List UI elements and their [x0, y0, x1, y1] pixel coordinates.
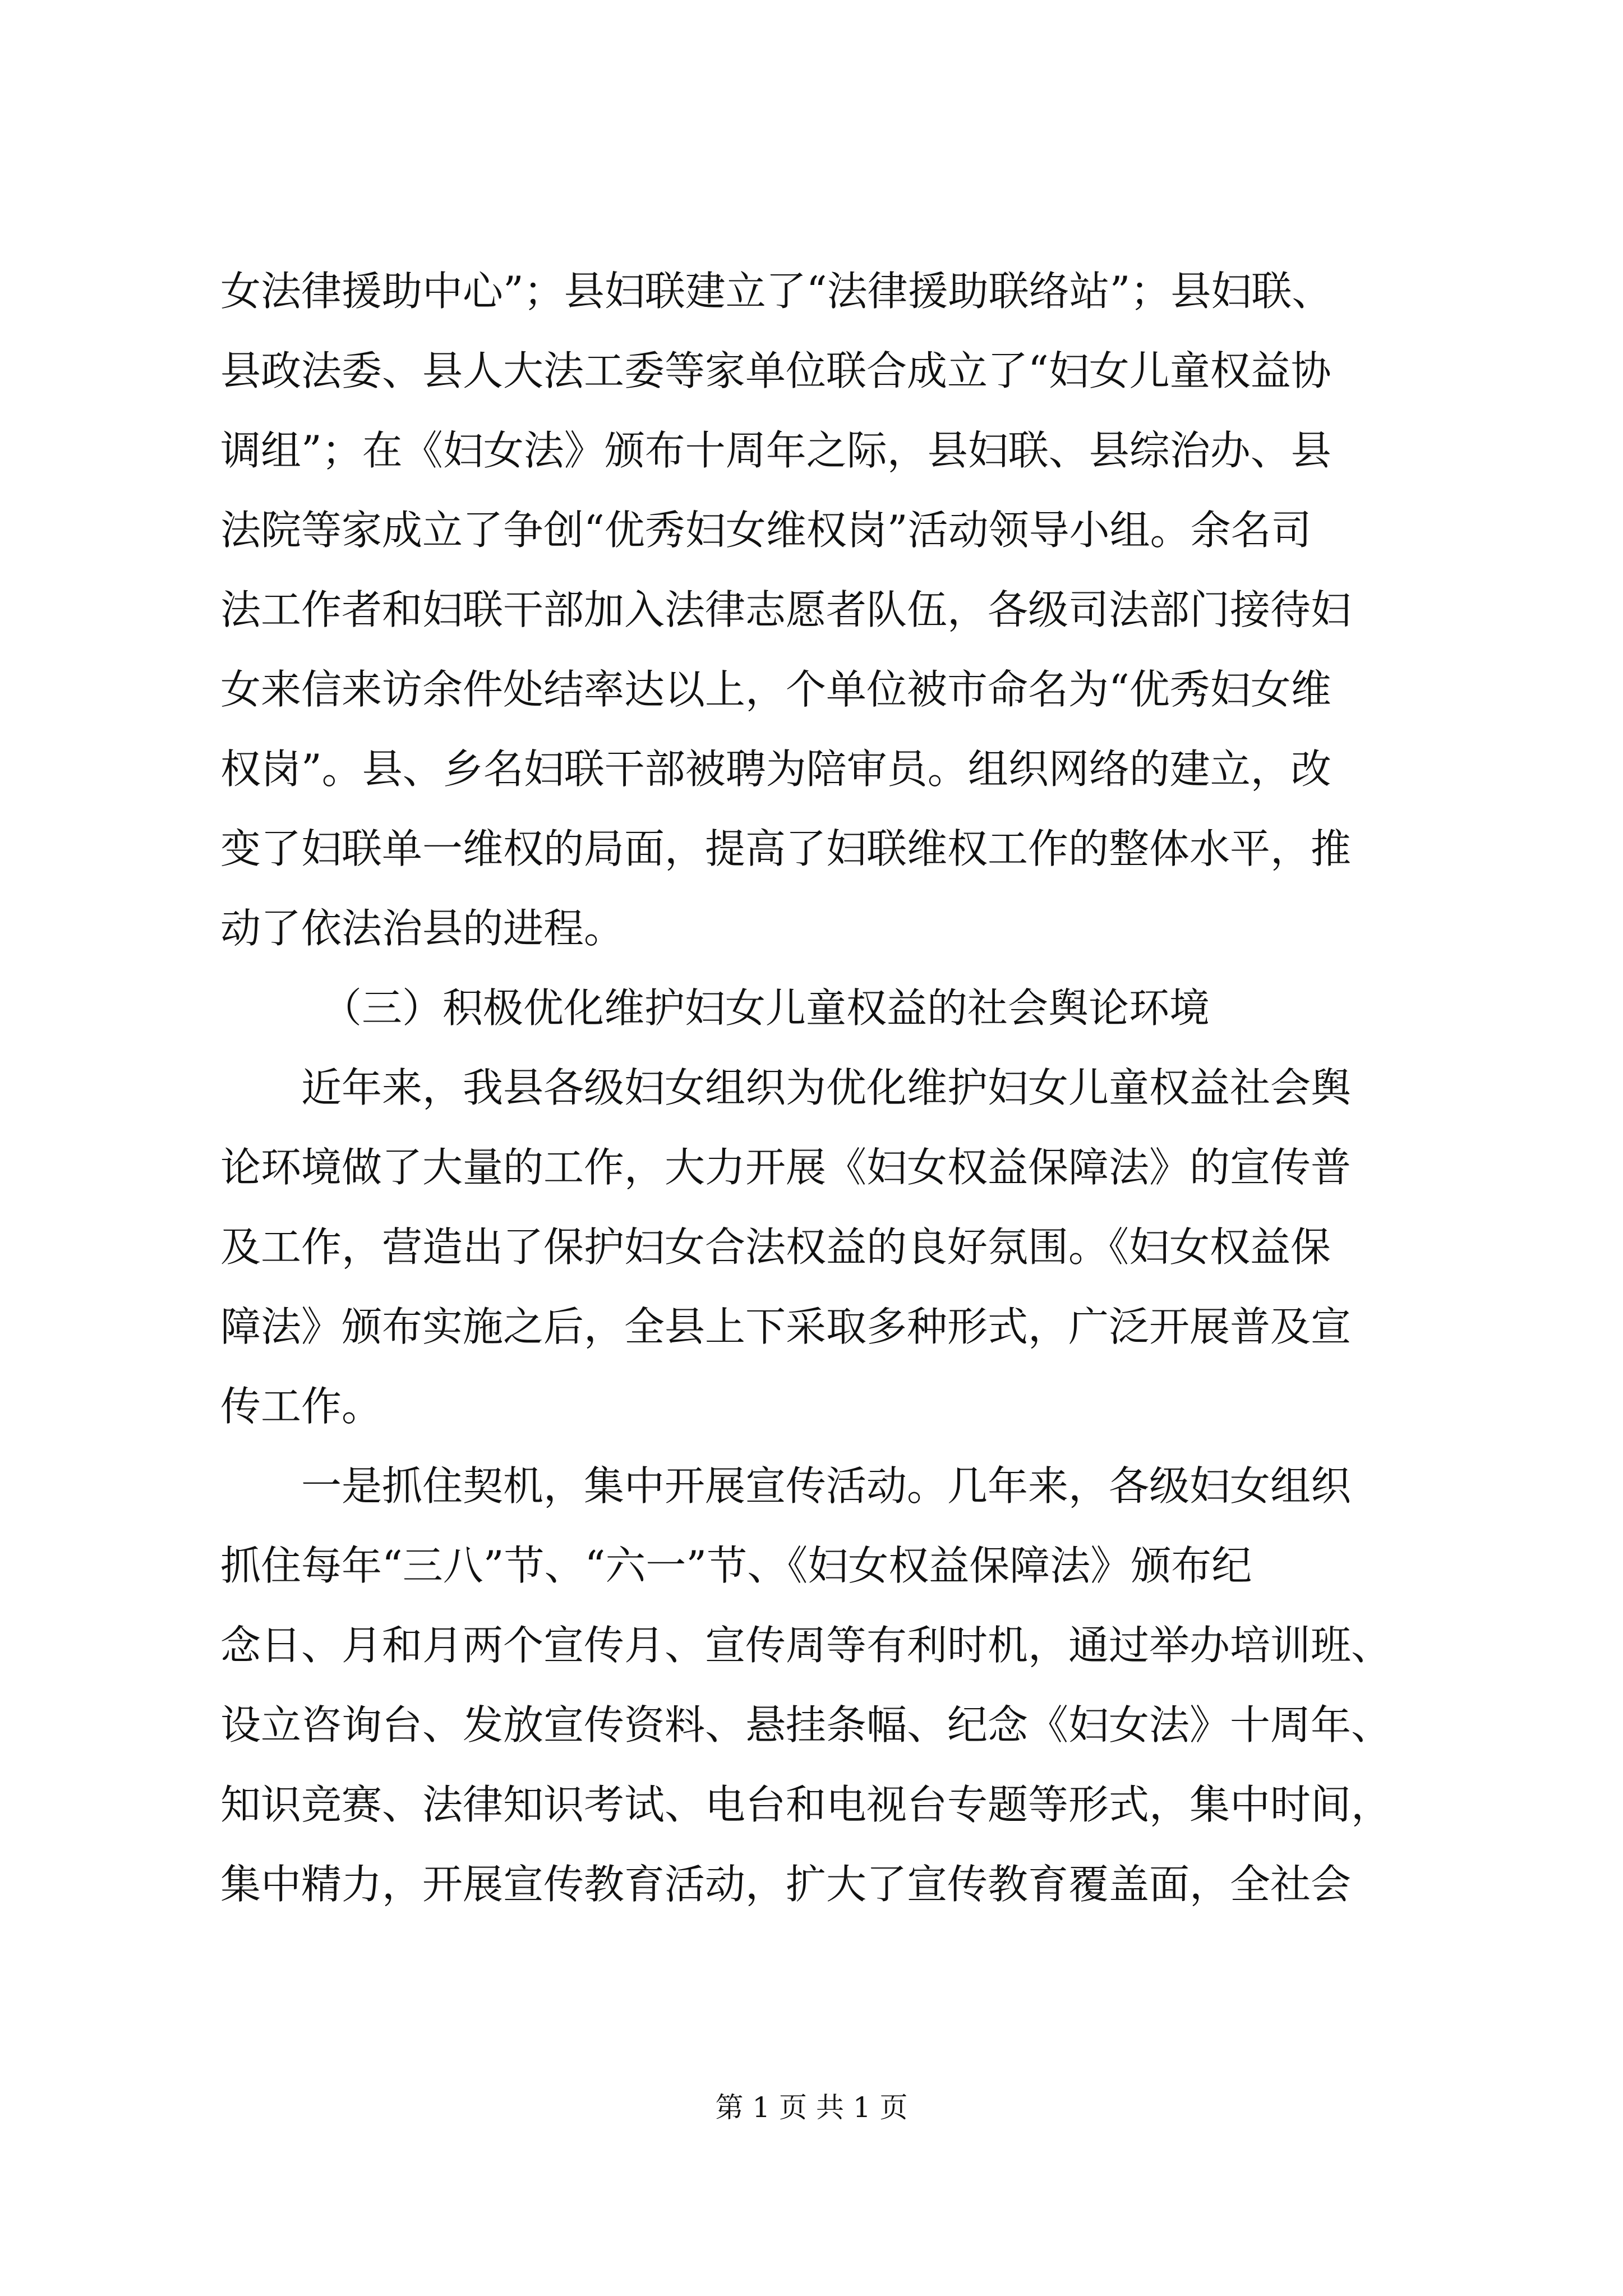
text-line: 动了依法治县的进程。: [220, 905, 625, 952]
paragraph-first-line: 近年来，我县各级妇女组织为优化维护妇女儿童权益社会舆: [301, 1064, 1352, 1111]
text-line: 县政法委、县人大法工委等家单位联合成立了“妇女儿童权益协: [220, 347, 1331, 394]
text-line: 权岗”。县、乡名妇联干部被聘为陪审员。组织网络的建立，改: [220, 746, 1331, 793]
text-line: 调组”；在《妇女法》颁布十周年之际，县妇联、县综治办、县: [220, 427, 1331, 474]
document-body: [220, 251, 1415, 1924]
text-line: 女来信来访余件处结率达以上，个单位被市命名为“优秀妇女维: [220, 666, 1331, 713]
text-line: 及工作，营造出了保护妇女合法权益的良好氛围。《妇女权益保: [220, 1223, 1331, 1271]
page-footer: 第 1 页 共 1 页: [715, 2091, 908, 2124]
text-line: 论环境做了大量的工作，大力开展《妇女权益保障法》的宣传普: [220, 1144, 1352, 1191]
text-line: 集中精力，开展宣传教育活动，扩大了宣传教育覆盖面，全社会: [220, 1861, 1352, 1908]
text-line: 女法律援助中心”；县妇联建立了“法律援助联络站”；县妇联、: [220, 268, 1332, 315]
text-line: 知识竞赛、法律知识考试、电台和电视台专题等形式，集中时间，: [220, 1781, 1392, 1828]
text-line: 抓住每年“三八”节、“六一”节、《妇女权益保障法》颁布纪: [220, 1542, 1252, 1589]
text-line: 法院等家成立了争创“优秀妇女维权岗”活动领导小组。余名司: [220, 507, 1312, 554]
text-line: 设立咨询台、发放宣传资料、悬挂条幅、纪念《妇女法》十周年、: [220, 1701, 1392, 1749]
text-line: 障法》颁布实施之后，全县上下采取多种形式，广泛开展普及宣: [220, 1303, 1352, 1350]
text-line: 传工作。: [220, 1383, 382, 1430]
text-line: 法工作者和妇联干部加入法律志愿者队伍，各级司法部门接待妇: [220, 586, 1352, 633]
text-line: 变了妇联单一维权的局面，提高了妇联维权工作的整体水平，推: [220, 825, 1352, 872]
text-line: 念日、月和月两个宣传月、宣传周等有利时机，通过举办培训班、: [220, 1622, 1392, 1669]
section-heading: （三）积极优化维护妇女儿童权益的社会舆论环境: [321, 984, 1210, 1032]
paragraph-first-line: 一是抓住契机，集中开展宣传活动。几年来，各级妇女组织: [301, 1462, 1352, 1510]
